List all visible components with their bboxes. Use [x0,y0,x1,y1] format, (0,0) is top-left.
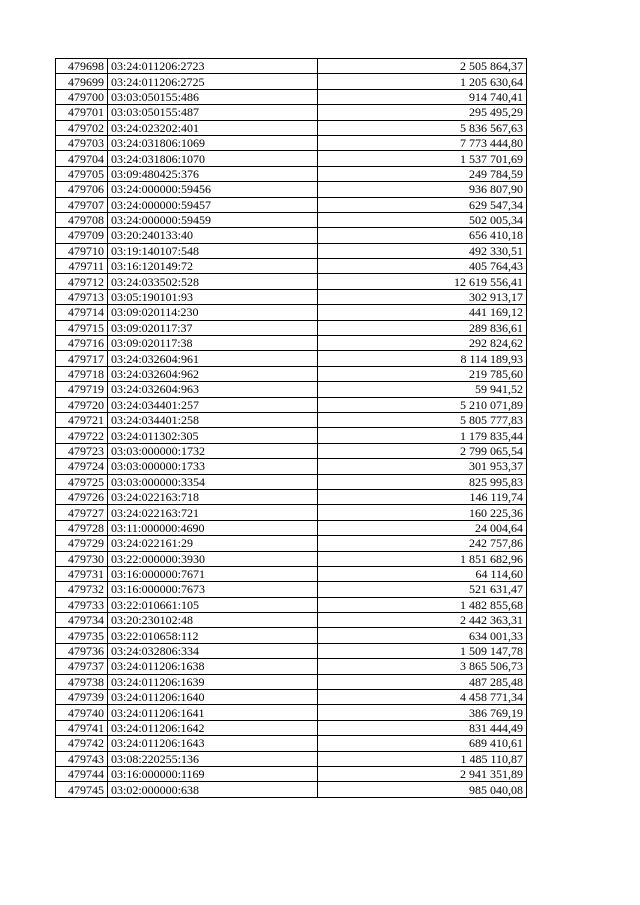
table-row [56,259,527,274]
cadastral-number-cell: 03:20:240133:40 [108,228,318,243]
cadastral-number-cell: 03:09:020114:230 [108,305,318,320]
cadastral-number-cell: 03:08:220255:136 [108,751,318,766]
value-cell: 2 442 363,31 [318,613,527,628]
row-number-cell: 479719 [56,382,108,397]
value-cell: 689 410,61 [318,736,527,751]
row-number-cell: 479725 [56,474,108,489]
row-number-cell: 479722 [56,428,108,443]
value-cell: 12 619 556,41 [318,274,527,289]
value-cell: 405 764,43 [318,259,527,274]
table-row [56,628,527,643]
value-cell: 2 505 864,37 [318,59,527,74]
value-cell: 7 773 444,80 [318,135,527,150]
row-number-cell: 479717 [56,351,108,366]
row-number-cell: 479701 [56,105,108,120]
value-cell: 629 547,34 [318,197,527,212]
cadastral-number-cell: 03:24:034401:257 [108,397,318,412]
table-row [56,443,527,458]
row-number-cell: 479705 [56,166,108,181]
row-number-cell: 479723 [56,443,108,458]
table-row [56,705,527,720]
cadastral-number-cell: 03:16:000000:7671 [108,566,318,581]
cadastral-number-cell: 03:24:011206:1643 [108,736,318,751]
row-number-cell: 479711 [56,259,108,274]
value-cell: 985 040,08 [318,782,527,797]
cadastral-number-cell: 03:24:032604:962 [108,366,318,381]
cadastral-number-cell: 03:24:031806:1070 [108,151,318,166]
table-row [56,613,527,628]
value-cell: 831 444,49 [318,720,527,735]
table-row [56,505,527,520]
table-row [56,736,527,751]
table-row [56,459,527,474]
row-number-cell: 479716 [56,336,108,351]
data-table [55,58,527,798]
table-row [56,336,527,351]
value-cell: 5 210 071,89 [318,397,527,412]
table-row [56,89,527,104]
value-cell: 825 995,83 [318,474,527,489]
table-row [56,520,527,535]
row-number-cell: 479713 [56,289,108,304]
value-cell: 386 769,19 [318,705,527,720]
cadastral-number-cell: 03:05:190101:93 [108,289,318,304]
row-number-cell: 479720 [56,397,108,412]
table-row [56,289,527,304]
table-row [56,412,527,427]
value-cell: 2 799 065,54 [318,443,527,458]
table-row [56,135,527,150]
cadastral-number-cell: 03:24:031806:1069 [108,135,318,150]
row-number-cell: 479724 [56,459,108,474]
cadastral-number-cell: 03:24:032806:334 [108,643,318,658]
row-number-cell: 479731 [56,566,108,581]
cadastral-number-cell: 03:20:230102:48 [108,613,318,628]
value-cell: 487 285,48 [318,674,527,689]
cadastral-number-cell: 03:16:000000:1169 [108,766,318,781]
cadastral-number-cell: 03:03:000000:1733 [108,459,318,474]
value-cell: 295 495,29 [318,105,527,120]
cadastral-number-cell: 03:24:032604:963 [108,382,318,397]
row-number-cell: 479739 [56,690,108,705]
cadastral-number-cell: 03:03:000000:3354 [108,474,318,489]
value-cell: 8 114 189,93 [318,351,527,366]
value-cell: 1 485 110,87 [318,751,527,766]
row-number-cell: 479726 [56,489,108,504]
cadastral-number-cell: 03:24:011302:305 [108,428,318,443]
table-row [56,166,527,181]
row-number-cell: 479700 [56,89,108,104]
table-row [56,151,527,166]
row-number-cell: 479728 [56,520,108,535]
row-number-cell: 479743 [56,751,108,766]
cadastral-number-cell: 03:03:000000:1732 [108,443,318,458]
row-number-cell: 479721 [56,412,108,427]
row-number-cell: 479710 [56,243,108,258]
table-row [56,536,527,551]
cadastral-number-cell: 03:24:022163:718 [108,489,318,504]
row-number-cell: 479745 [56,782,108,797]
value-cell: 1 851 682,96 [318,551,527,566]
table-row [56,74,527,89]
row-number-cell: 479702 [56,120,108,135]
cadastral-number-cell: 03:22:010658:112 [108,628,318,643]
row-number-cell: 479735 [56,628,108,643]
row-number-cell: 479714 [56,305,108,320]
row-number-cell: 479709 [56,228,108,243]
table-row [56,566,527,581]
table-row [56,643,527,658]
value-cell: 59 941,52 [318,382,527,397]
value-cell: 249 784,59 [318,166,527,181]
value-cell: 4 458 771,34 [318,690,527,705]
cadastral-number-cell: 03:24:011206:1640 [108,690,318,705]
cadastral-number-cell: 03:24:022163:721 [108,505,318,520]
value-cell: 1 205 630,64 [318,74,527,89]
cadastral-number-cell: 03:09:020117:37 [108,320,318,335]
row-number-cell: 479742 [56,736,108,751]
row-number-cell: 479733 [56,597,108,612]
row-number-cell: 479730 [56,551,108,566]
cadastral-number-cell: 03:24:011206:1641 [108,705,318,720]
row-number-cell: 479706 [56,182,108,197]
cadastral-number-cell: 03:22:000000:3930 [108,551,318,566]
row-number-cell: 479738 [56,674,108,689]
cadastral-number-cell: 03:22:010661:105 [108,597,318,612]
table-row [56,320,527,335]
cadastral-number-cell: 03:09:020117:38 [108,336,318,351]
value-cell: 2 941 351,89 [318,766,527,781]
cadastral-number-cell: 03:09:480425:376 [108,166,318,181]
value-cell: 521 631,47 [318,582,527,597]
table-row [56,59,527,74]
table-row [56,105,527,120]
row-number-cell: 479744 [56,766,108,781]
row-number-cell: 479736 [56,643,108,658]
row-number-cell: 479741 [56,720,108,735]
row-number-cell: 479699 [56,74,108,89]
value-cell: 219 785,60 [318,366,527,381]
row-number-cell: 479712 [56,274,108,289]
value-cell: 160 225,36 [318,505,527,520]
table-row [56,382,527,397]
cadastral-number-cell: 03:24:022161:29 [108,536,318,551]
table-row [56,274,527,289]
cadastral-number-cell: 03:24:034401:258 [108,412,318,427]
row-number-cell: 479729 [56,536,108,551]
value-cell: 24 004,64 [318,520,527,535]
table-row [56,305,527,320]
row-number-cell: 479698 [56,59,108,74]
table-row [56,474,527,489]
table-row [56,182,527,197]
table-row [56,489,527,504]
value-cell: 441 169,12 [318,305,527,320]
table-row [56,366,527,381]
cadastral-number-cell: 03:19:140107:548 [108,243,318,258]
cadastral-number-cell: 03:24:033502:528 [108,274,318,289]
table-row [56,397,527,412]
table-body [56,59,527,798]
table-row [56,551,527,566]
cadastral-number-cell: 03:24:032604:961 [108,351,318,366]
row-number-cell: 479708 [56,212,108,227]
row-number-cell: 479727 [56,505,108,520]
cadastral-number-cell: 03:16:120149:72 [108,259,318,274]
value-cell: 492 330,51 [318,243,527,258]
table-row [56,197,527,212]
cadastral-number-cell: 03:24:000000:59459 [108,212,318,227]
value-cell: 292 824,62 [318,336,527,351]
table-row [56,766,527,781]
row-number-cell: 479732 [56,582,108,597]
row-number-cell: 479737 [56,659,108,674]
table-row [56,212,527,227]
table-row [56,782,527,797]
value-cell: 656 410,18 [318,228,527,243]
cadastral-number-cell: 03:03:050155:486 [108,89,318,104]
row-number-cell: 479718 [56,366,108,381]
value-cell: 914 740,41 [318,89,527,104]
table-row [56,597,527,612]
cadastral-number-cell: 03:24:023202:401 [108,120,318,135]
table-row [56,582,527,597]
value-cell: 1 179 835,44 [318,428,527,443]
table-row [56,120,527,135]
cadastral-number-cell: 03:03:050155:487 [108,105,318,120]
row-number-cell: 479715 [56,320,108,335]
value-cell: 302 913,17 [318,289,527,304]
value-cell: 634 001,33 [318,628,527,643]
cadastral-number-cell: 03:24:011206:1639 [108,674,318,689]
value-cell: 1 482 855,68 [318,597,527,612]
table-row [56,674,527,689]
value-cell: 146 119,74 [318,489,527,504]
cadastral-number-cell: 03:16:000000:7673 [108,582,318,597]
row-number-cell: 479734 [56,613,108,628]
cadastral-number-cell: 03:24:000000:59456 [108,182,318,197]
row-number-cell: 479740 [56,705,108,720]
table-row [56,428,527,443]
value-cell: 242 757,86 [318,536,527,551]
cadastral-number-cell: 03:11:000000:4690 [108,520,318,535]
value-cell: 1 509 147,78 [318,643,527,658]
value-cell: 301 953,37 [318,459,527,474]
row-number-cell: 479703 [56,135,108,150]
value-cell: 502 005,34 [318,212,527,227]
cadastral-number-cell: 03:24:011206:2723 [108,59,318,74]
table-row [56,659,527,674]
table-row [56,351,527,366]
table-row [56,228,527,243]
row-number-cell: 479704 [56,151,108,166]
table-row [56,720,527,735]
cadastral-number-cell: 03:02:000000:638 [108,782,318,797]
value-cell: 5 836 567,63 [318,120,527,135]
cadastral-number-cell: 03:24:011206:1642 [108,720,318,735]
value-cell: 3 865 506,73 [318,659,527,674]
table-row [56,751,527,766]
value-cell: 64 114,60 [318,566,527,581]
value-cell: 5 805 777,83 [318,412,527,427]
row-number-cell: 479707 [56,197,108,212]
table-row [56,690,527,705]
value-cell: 936 807,90 [318,182,527,197]
value-cell: 1 537 701,69 [318,151,527,166]
table-row [56,243,527,258]
cadastral-number-cell: 03:24:011206:2725 [108,74,318,89]
cadastral-number-cell: 03:24:000000:59457 [108,197,318,212]
cadastral-number-cell: 03:24:011206:1638 [108,659,318,674]
value-cell: 289 836,61 [318,320,527,335]
